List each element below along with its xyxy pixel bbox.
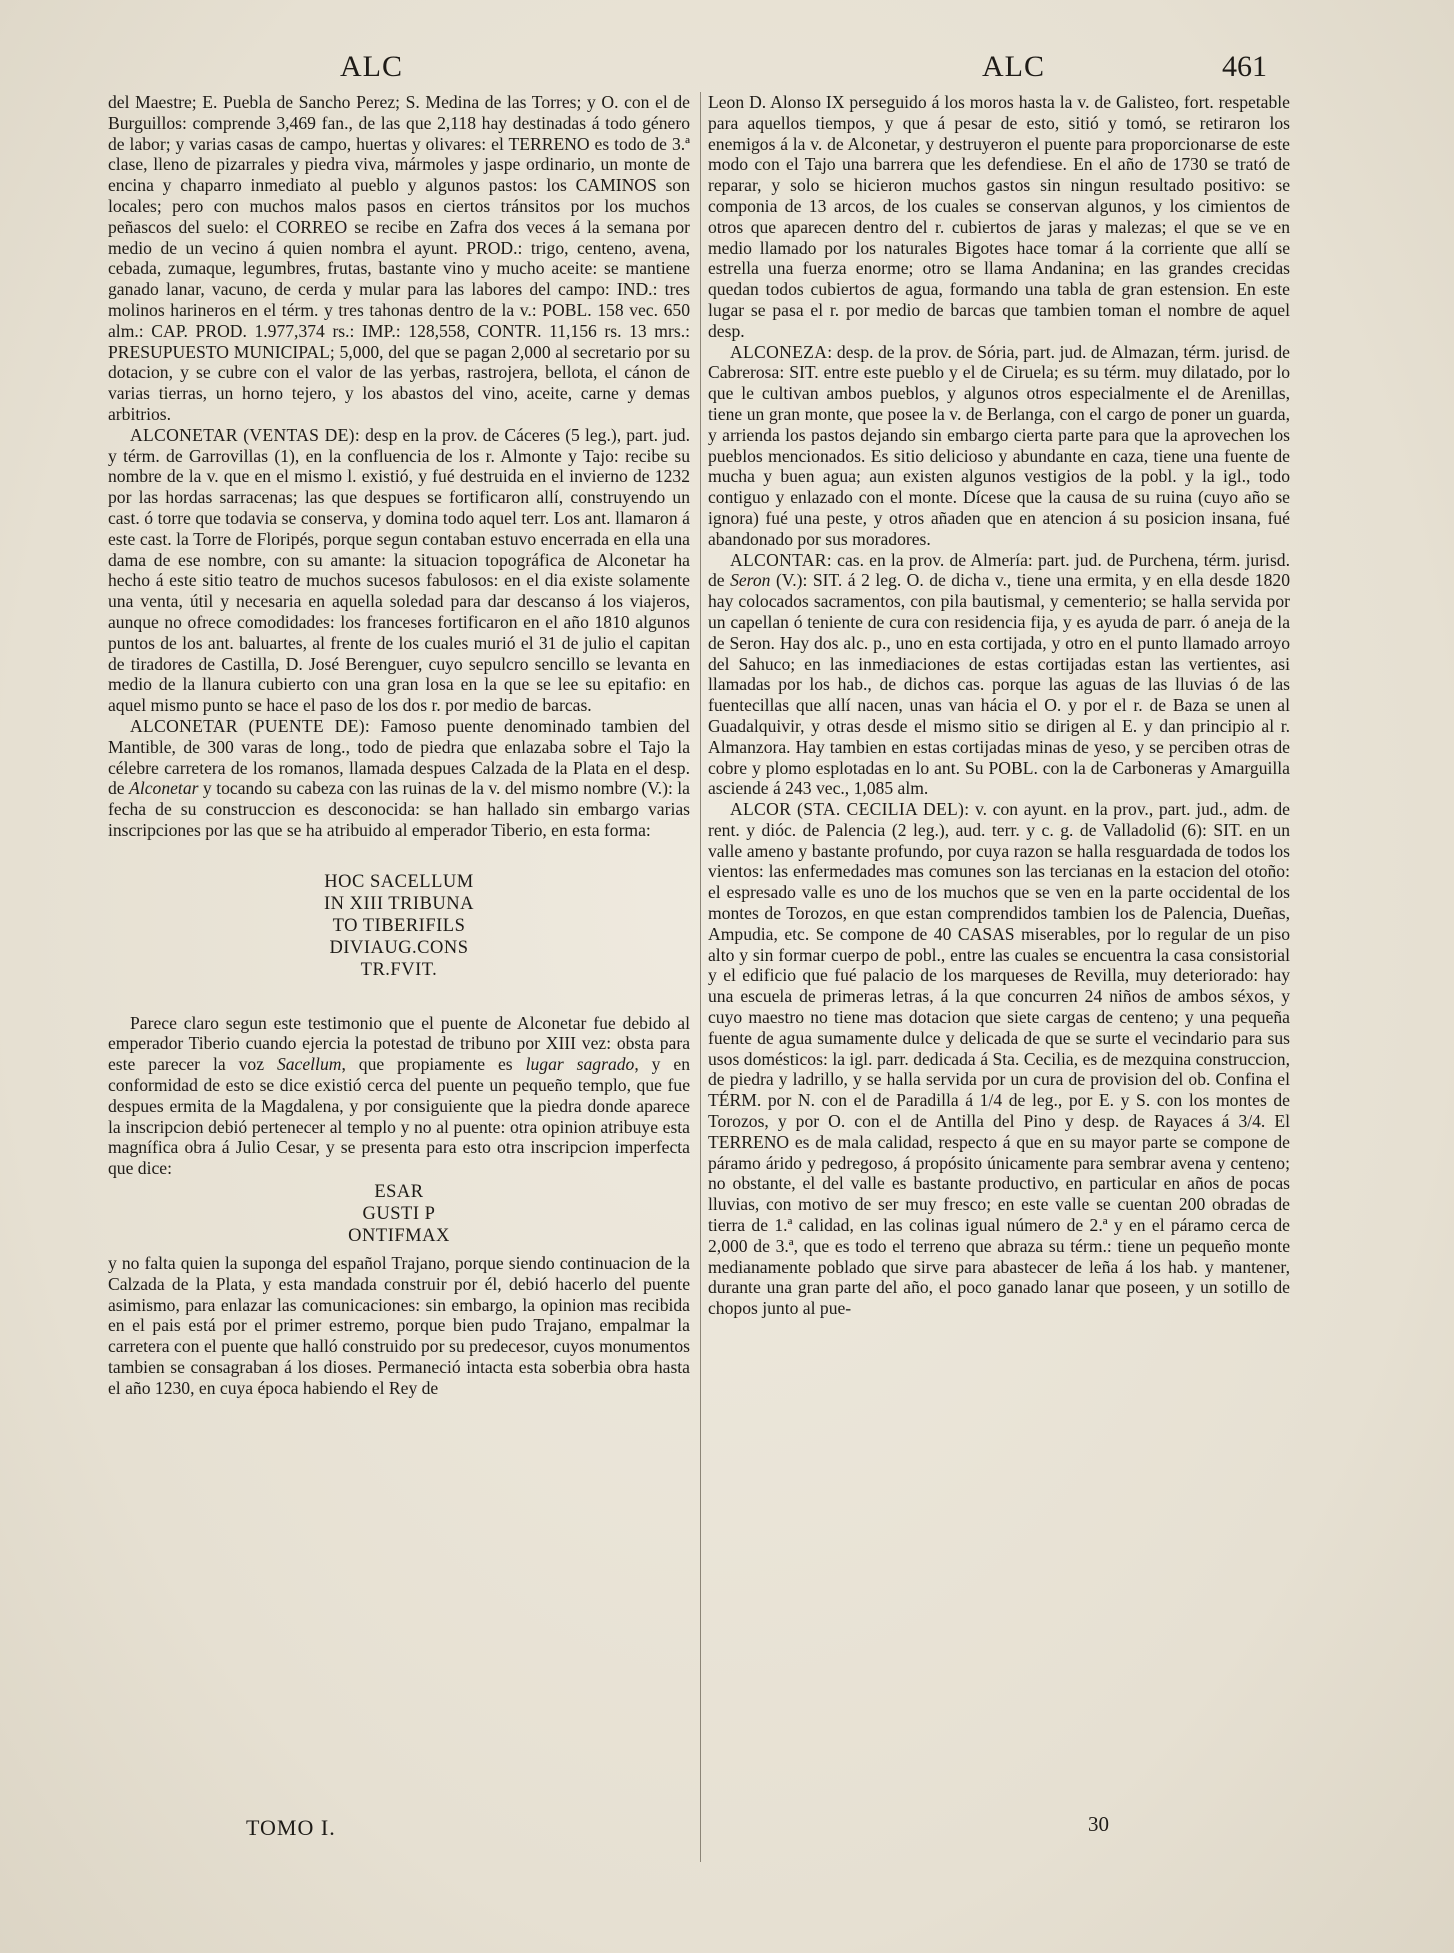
- entry-text: Famoso puente denominado tambien del Mantible, de 300 varas de long., todo de piedra que enlazaba sobre el Tajo la célebre carretera de los romanos, llamada despues Calzada de la Plata en el desp. de: [108, 715, 690, 799]
- entry-alconeza: [708, 342, 1290, 550]
- entry-text: v. con ayunt. en la prov., part. jud., adm. de rent. y dióc. de Palencia (2 leg.), aud. terr. y c. g. de Valladolid (6): SIT. en un valle ameno y bastante profundo, por cuya razon se halla resguardada de todos los vientos: las enfermedades mas comunes son las tercianas en la estacion del otoño: el espresado valle es uno de los muchos que se ven en la parte occidental de los montes de Torozos, en que estan comprendidos tambien los de Palencia, Dueñas, Ampudia, etc. Se compone de 40 CASAS miserables, por lo regular de un piso alto y sin formar cuerpo de pobl., entre las cuales se encuentra la casa consistorial y el edificio que fué palacio de los marqueses de Revilla, muy deteriorado: hay una escuela de primeras letras, á la que concurren 24 niños de ambos séxos, y cuyo maestro no tiene mas dotacion que siete cargas de centeno; y una pequeña fuente de agua sumamente dulce y delicada de que se surte el vecindario para sus usos domésticos: la igl. parr. dedicada á Sta. Cecilia, es de mezquina construccion, de piedra y ladrillo, y se halla servida por un cura de provision del ob. Confina el TÉRM. por N. con el de Paradilla á 1/4 de leg., por E. y S. con los montes de Torozos, y por O. con el de Antilla del Pino y desp. de Rayaces á 3/4. El TERRENO es de mala calidad, respecto á que en su mayor parte se compone de páramo árido y pedregoso, á propósito únicamente para sembrar avena y centeno; no obstante, el del valle es bastante productivo, en particular en años de pocas lluvias, con motivo de ser muy fresco; en este valle se cuentan 200 obradas de tierra de 1.ª calidad, en las colinas igual número de 2.ª y en el páramo cerca de 2,000 de 3.ª, que es todo el terreno que abraza su térm.: tiene un pequeño monte medianamente poblado que sirve para abastecer de leña á los hab. y mantener, durante una gran parte del año, el poco ganado lanar que poseen, y un sotillo de chopos junto al pue-: [708, 799, 1290, 1319]
- entry-headword: ALCONTAR:: [730, 549, 832, 570]
- paragraph-discussion: [108, 1013, 690, 1179]
- inscription-line: DIVIAUG.CONS: [329, 937, 469, 958]
- inscription-line: ESAR: [374, 1182, 424, 1203]
- left-column: [108, 92, 690, 1399]
- footer-volume: TOMO I.: [246, 1815, 336, 1840]
- inscription-line: TR.FVIT.: [360, 959, 438, 980]
- entry-alconetar-puente: [108, 716, 690, 841]
- entry-italic: Seron: [730, 570, 771, 591]
- entry-headword: ALCONETAR (PUENTE DE):: [130, 715, 371, 736]
- inscription-line: HOC SACELLUM: [324, 871, 474, 892]
- paragraph-text: , que propiamente es: [341, 1054, 526, 1075]
- running-header-right: ALC: [982, 50, 1045, 83]
- right-column: [708, 92, 1290, 1319]
- column-divider: [700, 92, 701, 1862]
- footer-signature: 30: [1088, 1812, 1109, 1836]
- entry-text: desp en la prov. de Cáceres (5 leg.), part. jud. y térm. de Garrovillas (1), en la confluencia de los r. Almonte y Tajo: recibe su nombre de la v. que en el mismo l. existió, y fué destruida en el invierno de 1232 por las hordas sarracenas; las que despues se fortificaron allí, construyendo un cast. ó torre que todavia se conserva, y domina todo aquel terr. Los ant. llamaron á este cast. la Torre de Floripés, porque segun contaban estuvo encerrada en ella una dama de ese nombre, con su amante: la situacion topográfica de Alconetar ha hecho á este sitio teatro de muchos sucesos fabulosos: en el dia existe solamente una venta, útil y necesaria en aquella soledad para dar descanso á los viajeros, aunque no ofrece comodidades: los franceses fortificaron en el año 1810 algunos puntos de los ant. baluartes, al frente de los cuales murió el 31 de julio el capitan de tiradores de Castilla, D. José Berenguer, cuyo sepulcro sencillo se levanta en medio de la llanura cubierto con una gran losa en la que se lee su epitafio: en aquel mismo punto se hace el paso de los dos r. por medio de barcas.: [108, 424, 690, 716]
- paragraph-text: , y en conformidad de esto se dice existió cerca del puente un pequeño templo, que fue despues ermita de la Magdalena, y por consiguiente que la piedra donde aparece la inscripcion debió pertenecer al templo y no al puente: otra opinion atribuye esta magnífica obra á Julio Cesar, y se presenta para esto otra inscripcion imperfecta que dice:: [108, 1054, 691, 1179]
- entry-headword: ALCOR (STA. CECILIA DEL):: [730, 799, 970, 820]
- inscription-line: IN XIII TRIBUNA: [324, 893, 474, 914]
- paragraph-continued: del Maestre; E. Puebla de Sancho Perez; S. Medina de las Torres; y O. con el de Burguillos: comprende 3,469 fan., de las que 2,118 hay destinadas á todo género de labor; y varias casas de campo, huertas y olivares: el TERRENO es todo de 3.ª clase, lleno de pizarrales y piedra viva, mármoles y jaspe ordinario, un monte de encina y chaparro inmediato al pueblo y algunos pastos: los CAMINOS son locales; pero con muchos malos pasos en ciertos tránsitos por los muchos peñascos del suelo: el CORREO se recibe en Zafra dos veces á la semana por medio de un vecino á quien nombra el ayunt. PROD.: trigo, centeno, avena, cebada, zumaque, legumbres, frutas, bastante vino y mucho aceite: se mantiene ganado lanar, vacuno, de cerda y mular para las labores del campo: IND.: tres molinos harineros en el térm. y tres tahonas dentro de la v.: POBL. 158 vec. 650 alm.: CAP. PROD. 1.977,374 rs.: IMP.: 128,558, CONTR. 11,156 rs. 13 mrs.: PRESUPUESTO MUNICIPAL; 5,000, del que se pagan 2,000 al secretario por su dotacion, y se cubre con el valor de las yerbas, rastrojera, bellota, el cánon de varias tierras, un horno tejero, y los abastos del vino, aceite, carne y demas arbitrios.: [108, 92, 690, 424]
- inscription-caesar: [108, 1181, 690, 1247]
- inscription-line: GUSTI P: [362, 1204, 436, 1225]
- paragraph-continued: Leon D. Alonso IX perseguido á los moros hasta la v. de Galisteo, fort. respetable para aquellos tiempos, y que á pesar de esto, sitió y tomó, se retiraron los enemigos á la v. de Alconetar, y destruyeron el puente para proporcionarse de este modo con el Tajo una barrera que les defendiese. En el año de 1730 se trató de reparar, y solo se hicieron muchos gastos sin ningun resultado positivo: se componia de 13 arcos, de los cuales se conservan algunos, y los cimientos de otros que aparecen dentro del r. cubiertos de jaras y malezas; el que se ve en medio llamado por los naturales Bigotes hace tomar á la corriente que allí se estrella una fuerza enorme; otro se llama Andanina; en las grandes crecidas quedan todos cubiertos de agua, formando una tabla de gran estension. En este lugar se pasa el r. por medio de barcas que tambien toman el nombre de aquel desp.: [708, 92, 1290, 341]
- paragraph-trajano: y no falta quien la suponga del español Trajano, porque siendo continuacion de la Calzada de la Plata, y esta mandada construir por él, debió hacerlo del puente asimismo, para enlazar las comunicaciones: sin embargo, la opinion mas recibida en el pais está por el primer estremo, porque bien pudo Trajano, empalmar la carretera con el puente que halló construido por su predecesor, cuyos monumentos tambien se consagraban á los dioses. Permaneció intacta esta soberbia obra hasta el año 1230, en cuya época habiendo el Rey de: [108, 1253, 690, 1398]
- entry-headword: ALCONETAR (VENTAS DE):: [130, 424, 361, 445]
- entry-alcor: [708, 799, 1290, 1319]
- inscription-line: TO TIBERIFILS: [332, 915, 466, 936]
- paragraph-text: Parece claro segun este testimonio que el puente de Alconetar fue debido al emperador Tiberio cuando ejercia la potestad de tribuno por XIII vez: obsta para este parecer la voz: [108, 1012, 690, 1075]
- page-number: 461: [1222, 50, 1267, 83]
- entry-italic: Alconetar: [129, 778, 199, 799]
- paragraph-italic: Sacellum: [276, 1054, 342, 1075]
- inscription-line: ONTIFMAX: [348, 1226, 450, 1247]
- running-header-left: ALC: [340, 50, 403, 83]
- entry-text: cas. en la prov. de Almería: part. jud. de Purchena, térm. jurisd. de: [708, 549, 1290, 591]
- entry-text: (V.): SIT. á 2 leg. O. de dicha v., tiene una ermita, y en ella desde 1820 hay colocados sacramentos, con pila bautismal, y cementerio; se halla servida por un capellan ó teniente de cura con residencia fija, y es ayuda de parr. ó aneja de la de Seron. Hay dos alc. p., uno en esta cortijada, y otro en el punto llamado arroyo del Sahuco; en las inmediaciones de estas cortijadas estan las vertientes, asi llamadas por los hab., de dichos cas. porque las aguas de las lluvias ó de las fuentecillas que allí nacen, unas van hácia el O. y por el r. de Baza se unen al Guadalquivir, y otras desde el mismo sitio se dirigen al E. y dan principio al r. Almanzora. Hay tambien en estas cortijadas minas de yeso, y se perciben otras de cobre y plomo esplotadas en lo ant. Su POBL. con la de Carboneras y Amarguilla asciende á 243 vec., 1,085 alm.: [708, 570, 1290, 799]
- entry-text: desp. de la prov. de Sória, part. jud. de Almazan, térm. jurisd. de Cabrerosa: SIT. entre este pueblo y el de Ciruela; es su térm. muy dilatado, por lo que le cultivan ambos pueblos, y algunos otros especialmente el de Arenillas, tiene un gran monte, que posee la v. de Berlanga, con el cargo de poner un guarda, y arrienda los pastos dejando sin embargo cierta parte para que la aprovechen los pueblos mencionados. Es sitio delicioso y abundante en caza, tiene una fuente de mucha y buen agua; aun existen algunos vestigios de la pobl. y la igl., todo contiguo y enlazado con el monte. Dícese que la causa de su ruina (cuyo año se ignora) fué una peste, y otros añaden que en atencion á su posicion insana, fué abandonado por sus moradores.: [708, 341, 1290, 549]
- paragraph-italic: lugar sagrado: [525, 1054, 635, 1075]
- entry-alconetar-ventas: [108, 425, 690, 716]
- entry-alcontar: [708, 550, 1290, 800]
- inscription-tiberius: [108, 871, 690, 981]
- entry-text: y tocando su cabeza con las ruinas de la v. del mismo nombre (V.): la fecha de su construccion es desconocida: se han hallado sin embargo varias inscripciones por las que se ha atribuido al emperador Tiberio, en esta forma:: [108, 778, 690, 840]
- entry-headword: ALCONEZA:: [730, 341, 833, 362]
